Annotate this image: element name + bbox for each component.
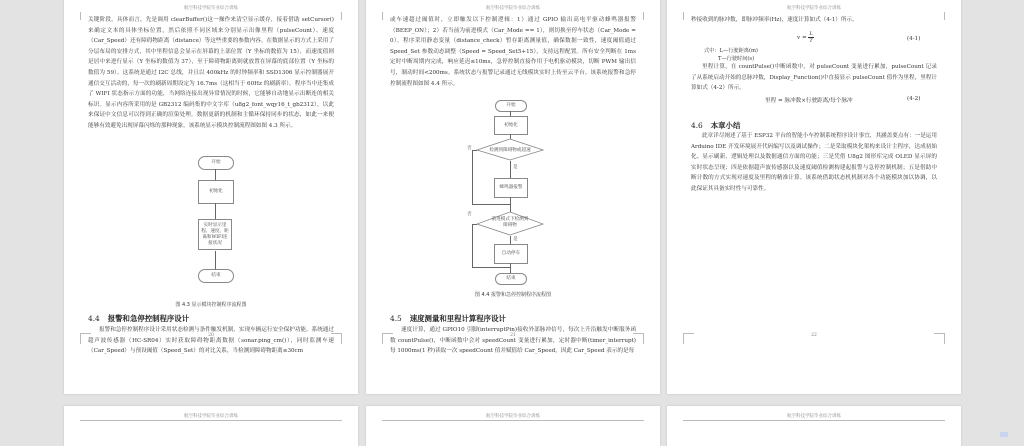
body-paragraph[interactable] — [390, 325, 636, 357]
paragraph-text[interactable]: 关键阶段，具体而言，先是调用 clearBuffer()这一操作来清空显示缓存，接着借助 setCursor() 来确定文本的具体坐标位置，然后依照不同区域来分别显示出像里程（pulseCount）、速度（Car_Speed）还有障碍物距离（distance）等这些重要的参数内容。在数据显示的方式上采用了分层布局的安排方式，其中里程信息会显示在屏幕的上部位置（Y 坐标的数值为 15），而速度值则是居中来进行显示（Y 坐标的数值为 37），至于障碍物距离则就放置在屏幕的底部位置（Y 坐标的数值为 59）。这系统是通过 I2C 总线，并且以 400kHz 的时钟频率和 SSD1306 显示控制器展开通信交互活动的，每一次的刷新周期设定为 16.7ms（这相当于 60Hz 的刷新率）。程序当中还集成了 WIFI 状态指示方面的功能，当网络连接出现异常情况的时候，它能够自动地显示出断连的相关标识。显示内容所采用的是 GB2312 编码集的中文字库（u8g2_font_wqy16_t_gb2312），以此来保证中文信息可以得到正确的渲染处理。数据更新的机制和主循环保持同步的状态，如此一来便能够有效避免出现屏幕闪烁的那种现象。该系统显示模块控制流程图如图 4.3 所示。 — [88, 17, 334, 129]
flow-alarm: 蜂鸣器报警 — [494, 178, 528, 198]
flow-init: 初始化 — [198, 180, 234, 204]
figure-caption: 图 4.4 报警和急停控制程序流程图 — [474, 292, 552, 298]
no-label: 否 — [467, 146, 472, 151]
equation-label: (4-2) — [907, 96, 921, 102]
flow-start: 开始 — [198, 156, 234, 170]
page-number: 20 — [208, 333, 214, 338]
yes-label: 是 — [513, 237, 518, 242]
running-header: 航空科技学院毕业综合训练 — [486, 6, 540, 11]
figure-caption: 图 4.3 显示模块控制程序流程图 — [175, 302, 247, 308]
decision-label: 前进模式下检测到障碍物 — [491, 217, 529, 228]
no-label: 否 — [467, 212, 472, 217]
document-page-20 — [64, 0, 358, 394]
running-header: 航空科技学院毕业综合训练 — [184, 6, 238, 11]
running-header: 航空科技学院毕业综合训练 — [486, 414, 540, 419]
running-header: 航空科技学院毕业综合训练 — [787, 414, 841, 419]
where-clause: T—行驶时间(s) — [718, 56, 755, 62]
body-paragraph[interactable] — [88, 325, 334, 357]
running-header: 航空科技学院毕业综合训练 — [787, 6, 841, 11]
flow-init: 初始化 — [494, 116, 528, 135]
flow-start: 开始 — [495, 100, 527, 112]
document-page-25 — [667, 406, 961, 446]
flow-auto-stop: 自动停车 — [494, 244, 528, 264]
body-paragraph[interactable] — [390, 15, 636, 89]
equation-4-1: v = $\frac{L}{T}$ — [797, 31, 813, 44]
body-paragraph[interactable] — [88, 15, 334, 132]
yes-label: 是 — [513, 165, 518, 170]
paragraph-text[interactable]: 速度计算，通过 GPIO10 引脚(interruptPin)接收外部脉冲信号，每次上升沿触发中断服务函数 countPulse()，中断函数中会对 speedCount 变量进行累加，定时器中断(timer_interrupt)每 1000ms(1 秒)读取一次 speedCount 值并赋值给 Car_Speed，因此 Car_Speed 表示的是每 — [390, 327, 636, 355]
document-page-22 — [667, 0, 961, 394]
section-heading: 4.4 报警和急停控制程序设计 — [88, 314, 190, 323]
flow-display: 实时显示里程、速度、距离和WIFI连接状况 — [198, 219, 232, 250]
equation-4-2: 里程 = 脉冲数×行驶距离/每个脉冲 — [765, 98, 853, 104]
paragraph-text[interactable]: 里程计算，在 countPulse()中断函数中，对 pulseCount 变量进行累加，pulseCount 记录了从系统启动开始的总脉冲数，Display_Function()中直接显示 pulseCount 值作为里程，里程计算如式（4-2）所示。 — [691, 64, 937, 92]
flow-end: 结束 — [495, 273, 527, 285]
decision-label: 检测到障碍物或超速 — [489, 148, 531, 153]
paragraph-text[interactable]: 或车速超过阈值时，立即触发以下控制逻辑：1）通过 GPIO 输出高电平驱动蜂鸣器报警（BEEP_ON）；2）若当前为前进模式（Car_Mode == 1），则切换至停车状态（Car_Mode = 0）。程序采用静态变量（distance_check）暂存距离测量值，确保数据一致性，速度阈值通过 Speed_Set 参数动态调整（Speed = Speed_Set5+15），支持远程配置。所有安全判断在 1ms 定时中断周期内完成，响应延迟≤10ms，急停控制直接作用于电机驱动模块，切断 PWM 输出信号，制动时间<200ms。系统状态与报警记录通过无线模块实时上传至云平台。该系统报警和急停控制流程图如图 4.4 所示。 — [390, 17, 636, 87]
page-number: 22 — [811, 333, 817, 338]
equation-label: (4-1) — [907, 36, 921, 42]
body-paragraph[interactable] — [691, 62, 937, 94]
paragraph-text[interactable]: 秒接收到的脉冲数，即脉冲频率(Hz)，速度计算如式（4-1）所示。 — [691, 17, 858, 23]
body-paragraph[interactable] — [691, 15, 937, 26]
body-paragraph[interactable] — [691, 131, 937, 195]
document-page-24 — [366, 406, 660, 446]
section-heading: 4.5 速度测量和里程计算程序设计 — [390, 314, 506, 323]
document-page-23 — [64, 406, 358, 446]
document-page-21 — [366, 0, 660, 394]
paragraph-text[interactable]: 此章详尽阐述了基于 ESP32 平台的智能小车控制系统程序设计事宜，其涵盖要点有：一是运用 Arduino IDE 开发环境展开代码编写以及调试操作；二是采取模块化架构来设计主程序，达成初始化、显示刷新、逻辑处理以及数据通信方面的功能；三是凭借 U8g2 图形库完成 OLED 显示屏的实时状态呈现；四是依据超声波传感器以及速度阈值检测构建起报警与急停控制机制；五是借助中断计数的方式实现对速度及里程的精准计算。该系统借助状态机机制对各个功能模块加以协调，以此保证其具备实时性与可靠性。 — [691, 133, 937, 192]
running-header: 航空科技学院毕业综合训练 — [184, 414, 238, 419]
section-heading: 4.6 本章小结 — [691, 121, 741, 130]
paragraph-text[interactable]: 报警和急停控制程序设计采用状态检测与条件触发机制，实现车辆运行安全保护功能。系统通过超声波传感器（HC-SR04）实时获取障碍物距离数据（sonar.ping_cm()），同时监测车速（Car_Speed）与预设阈值（Speed_Set）的对比关系，当检测到障碍物距离≤30cm — [88, 327, 334, 355]
flow-end: 结束 — [198, 269, 234, 283]
scroll-indicator[interactable] — [1000, 432, 1008, 437]
page-number: 21 — [510, 333, 516, 338]
where-clause: 式中：L—行驶距离(m) — [704, 48, 758, 54]
